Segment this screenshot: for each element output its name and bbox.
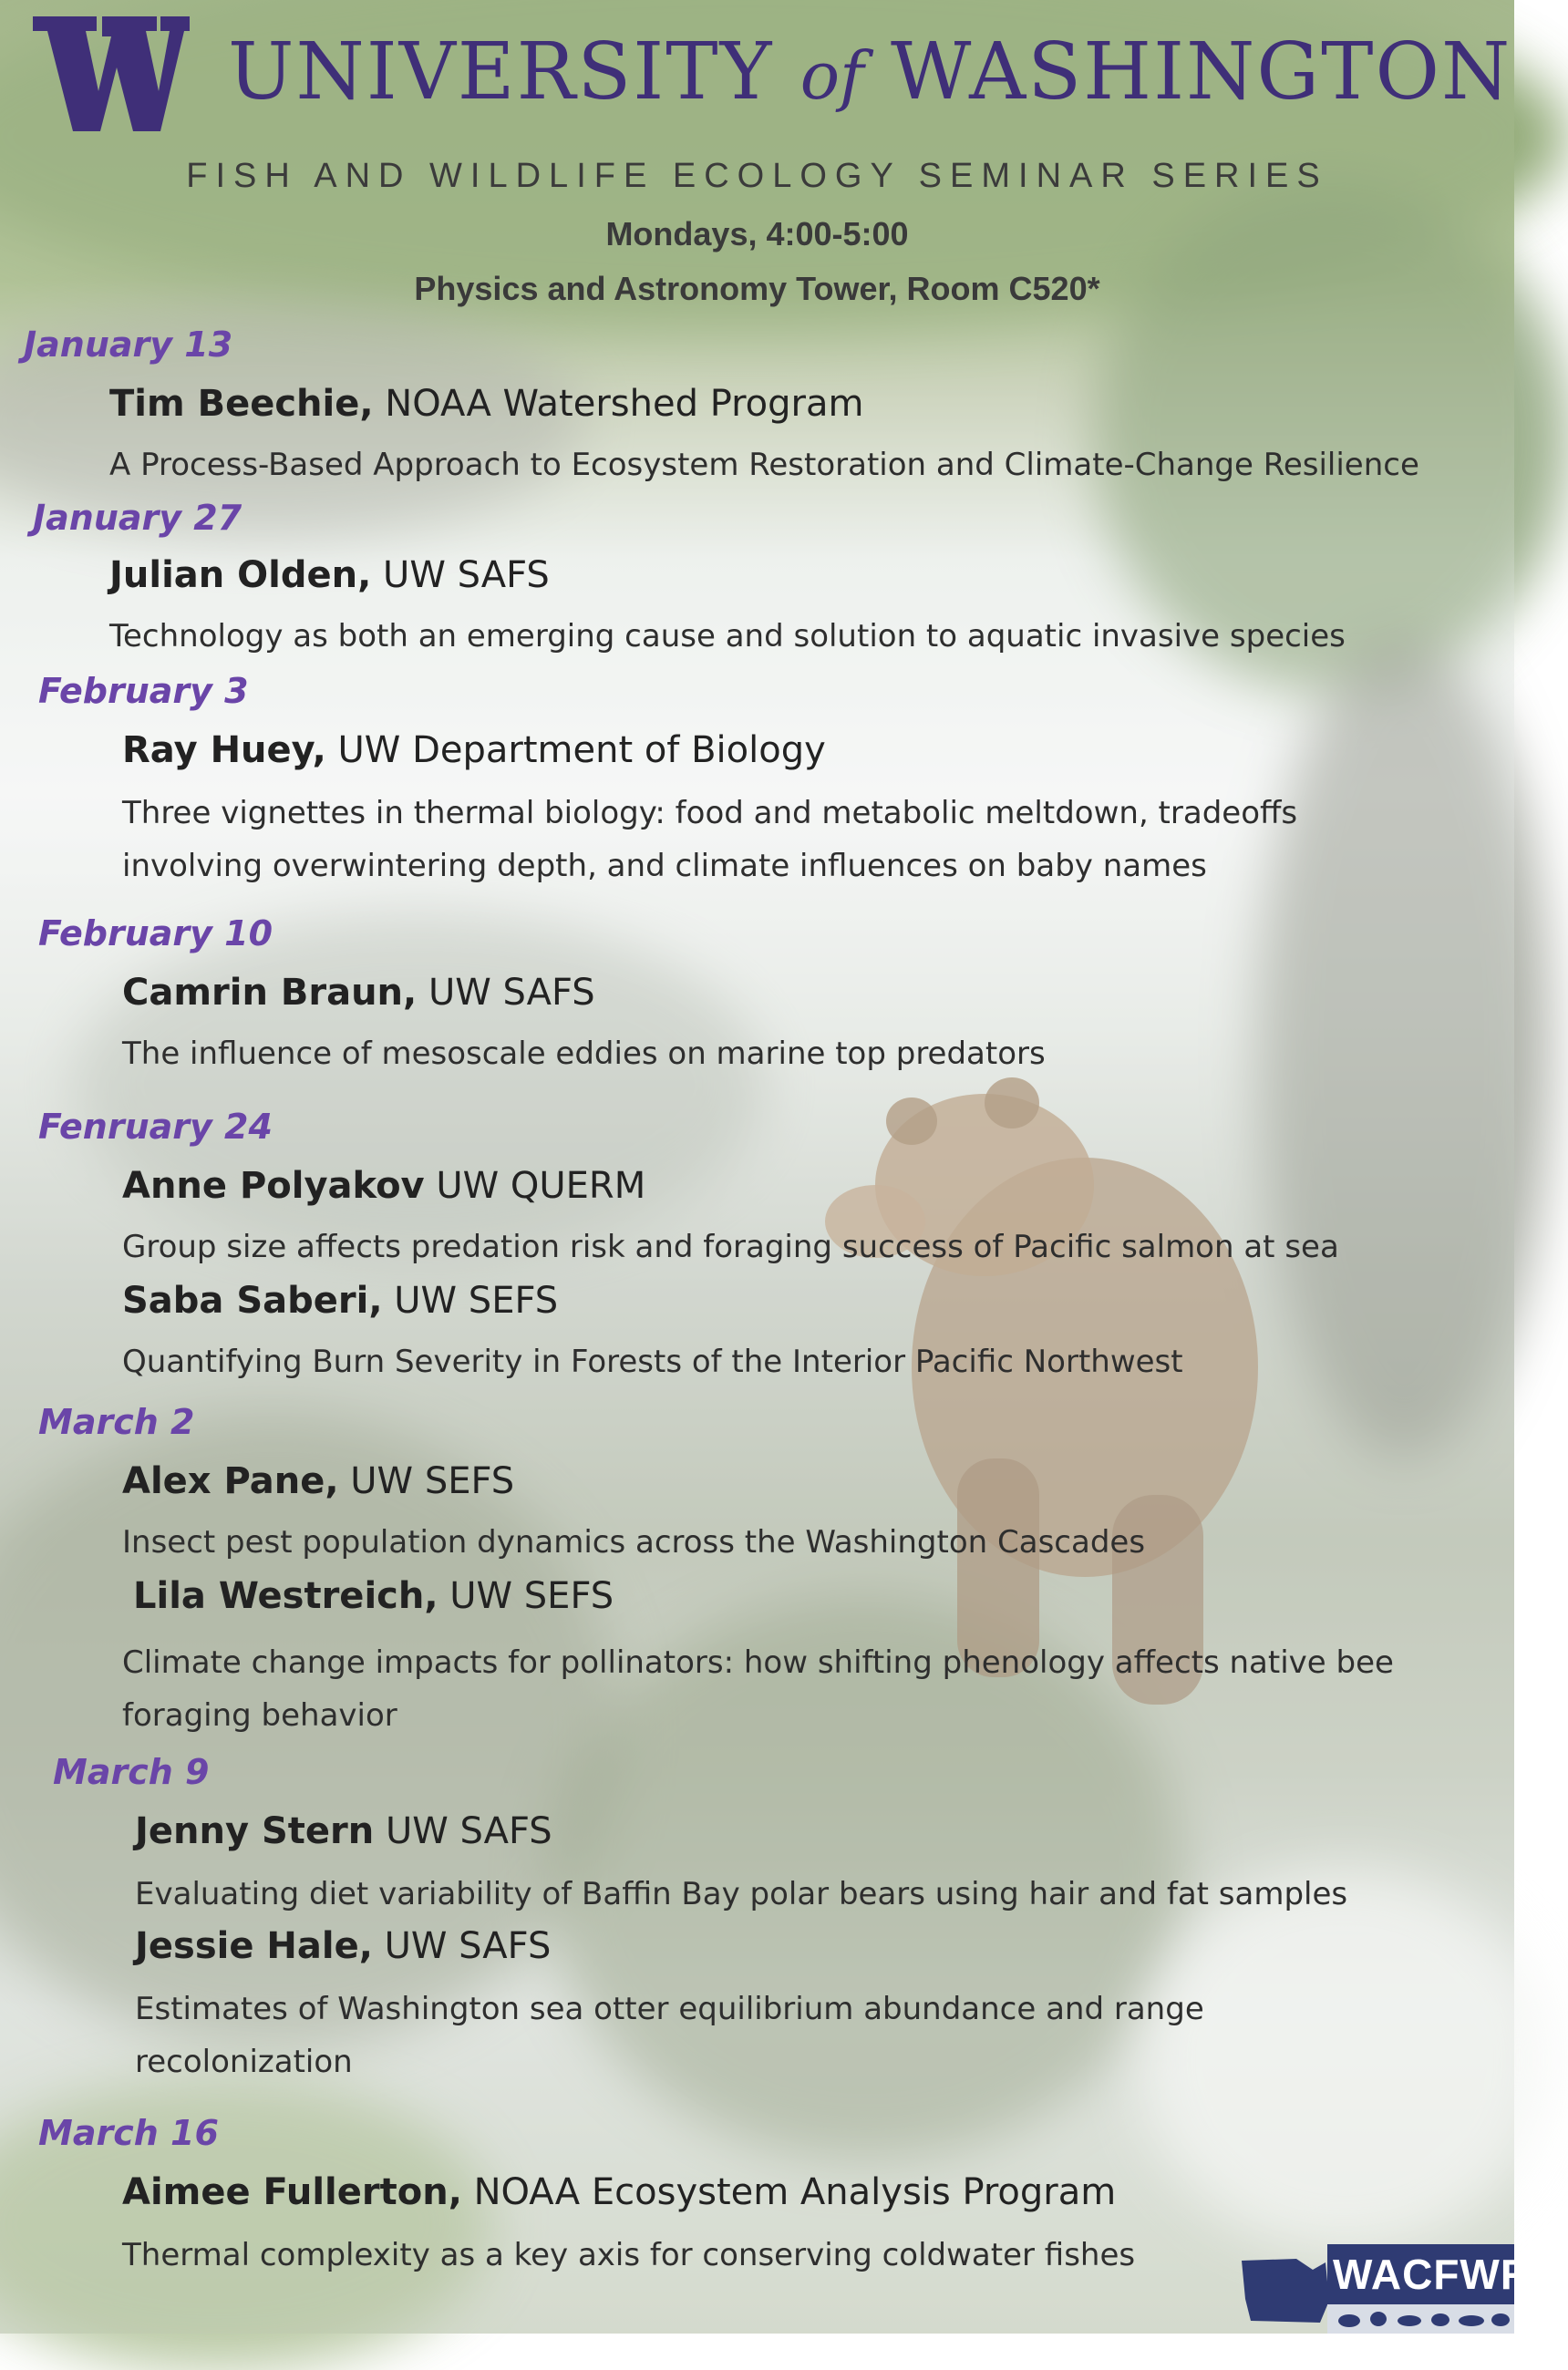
talk-title: A Process-Based Approach to Ecosystem Restoration and Climate-Change Resilience bbox=[109, 447, 1419, 483]
speaker-affiliation: UW SAFS bbox=[371, 554, 550, 596]
speaker-name: Alex Pane, bbox=[122, 1460, 339, 1502]
talk-title: Thermal complexity as a key axis for conserving coldwater fishes bbox=[122, 2237, 1136, 2273]
speaker-line bbox=[122, 1460, 514, 1502]
date-label: January 13 bbox=[24, 325, 233, 365]
date-label: January 27 bbox=[33, 498, 242, 538]
date-label: February 10 bbox=[38, 913, 273, 953]
speaker-name: Lila Westreich, bbox=[133, 1575, 438, 1617]
speaker-line bbox=[122, 729, 826, 771]
speaker-affiliation: UW SEFS bbox=[338, 1460, 515, 1502]
speaker-name: Jenny Stern bbox=[135, 1810, 375, 1852]
meeting-location: Physics and Astronomy Tower, Room C520* bbox=[414, 270, 1100, 307]
speaker-affiliation: NOAA Ecosystem Analysis Program bbox=[461, 2171, 1117, 2213]
speaker-name: Camrin Braun, bbox=[122, 972, 418, 1014]
speaker-line bbox=[122, 1165, 645, 1207]
speaker-line bbox=[122, 2171, 1116, 2213]
talk-title-line: involving overwintering depth, and climate influences on baby names bbox=[122, 848, 1207, 884]
date-label: Fenruary 24 bbox=[38, 1107, 273, 1147]
speaker-affiliation: UW SAFS bbox=[417, 972, 595, 1014]
talk-title: Group size affects predation risk and foraging success of Pacific salmon at sea bbox=[122, 1229, 1339, 1265]
talk-title: Quantifying Burn Severity in Forests of the Interior Pacific Northwest bbox=[122, 1344, 1183, 1380]
speaker-name: Ray Huey, bbox=[122, 729, 326, 771]
speaker-line bbox=[133, 1575, 614, 1617]
speaker-line bbox=[122, 972, 595, 1014]
speaker-affiliation: UW QUERM bbox=[424, 1165, 646, 1207]
speaker-name: Julian Olden, bbox=[109, 554, 372, 596]
talk-title-line: foraging behavior bbox=[122, 1697, 397, 1734]
wacfwru-logo-text: WACFWRU bbox=[1333, 2251, 1563, 2298]
talk-title: Technology as both an emerging cause and solution to aquatic invasive species bbox=[109, 618, 1346, 654]
date-label: February 3 bbox=[38, 671, 249, 711]
speaker-line bbox=[109, 554, 550, 596]
speaker-affiliation: UW Department of Biology bbox=[325, 729, 826, 771]
speaker-line bbox=[135, 1925, 551, 1967]
speaker-line bbox=[109, 383, 863, 425]
speaker-affiliation: UW SAFS bbox=[372, 1925, 552, 1967]
date-label: March 9 bbox=[53, 1752, 210, 1792]
speaker-name: Tim Beechie, bbox=[109, 383, 374, 425]
talk-title-line: Climate change impacts for pollinators: how shifting phenology affects native bee bbox=[122, 1644, 1394, 1681]
speaker-line bbox=[122, 1280, 558, 1322]
speaker-affiliation: UW SEFS bbox=[382, 1280, 559, 1322]
speaker-name: Aimee Fullerton, bbox=[122, 2171, 462, 2213]
speaker-affiliation: UW SAFS bbox=[374, 1810, 552, 1852]
speaker-name: Saba Saberi, bbox=[122, 1280, 383, 1322]
date-label: March 16 bbox=[38, 2113, 219, 2153]
speaker-name: Anne Polyakov bbox=[122, 1165, 425, 1207]
wacfwru-logo bbox=[1242, 2244, 1563, 2334]
university-title: UNIVERSITY of WASHINGTON bbox=[228, 26, 1512, 118]
speaker-name: Jessie Hale, bbox=[135, 1925, 373, 1967]
talk-title-line: Three vignettes in thermal biology: food and metabolic meltdown, tradeoffs bbox=[122, 795, 1298, 831]
talk-title-line: recolonization bbox=[135, 2044, 353, 2080]
seminar-series-title: FISH AND WILDLIFE ECOLOGY SEMINAR SERIES bbox=[186, 157, 1328, 195]
speaker-affiliation: UW SEFS bbox=[438, 1575, 614, 1617]
meeting-time: Mondays, 4:00-5:00 bbox=[605, 215, 909, 252]
talk-title: The influence of mesoscale eddies on marine top predators bbox=[122, 1036, 1046, 1072]
talk-title-line: Estimates of Washington sea otter equilibrium abundance and range bbox=[135, 1991, 1204, 2027]
speaker-affiliation: NOAA Watershed Program bbox=[373, 383, 864, 425]
speaker-line bbox=[135, 1810, 552, 1852]
talk-title: Insect pest population dynamics across the Washington Cascades bbox=[122, 1524, 1146, 1561]
talk-title: Evaluating diet variability of Baffin Bay polar bears using hair and fat samples bbox=[135, 1876, 1348, 1912]
date-label: March 2 bbox=[38, 1402, 195, 1442]
uw-w-logo-icon bbox=[33, 16, 190, 131]
